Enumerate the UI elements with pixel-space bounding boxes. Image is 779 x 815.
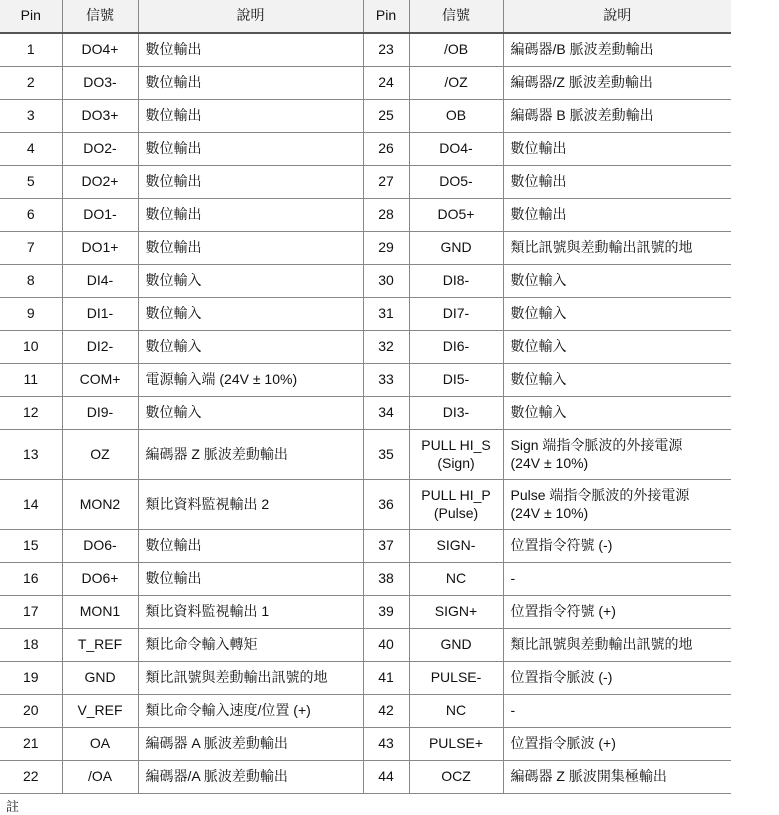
pin-number-left: 12 bbox=[0, 397, 62, 430]
signal-name-left: DO1+ bbox=[62, 232, 138, 265]
signal-name-left: DO2- bbox=[62, 133, 138, 166]
signal-description-line: (24V ± 10%) bbox=[510, 454, 589, 471]
pin-number-left: 7 bbox=[0, 232, 62, 265]
pin-number-left: 13 bbox=[0, 430, 62, 480]
pin-number-right: 25 bbox=[363, 100, 409, 133]
signal-name-right: /OB bbox=[409, 33, 503, 67]
pin-number-right: 37 bbox=[363, 530, 409, 563]
signal-name-right: GND bbox=[409, 232, 503, 265]
pin-number-right: 33 bbox=[363, 364, 409, 397]
signal-description-right: 編碼器/Z 脈波差動輸出 bbox=[503, 67, 731, 100]
signal-description-right: 位置指令脈波 (+) bbox=[503, 728, 731, 761]
signal-description-line: (24V ± 10%) bbox=[510, 504, 589, 521]
signal-name-left: DO4+ bbox=[62, 33, 138, 67]
signal-name-left: COM+ bbox=[62, 364, 138, 397]
pin-number-left: 19 bbox=[0, 662, 62, 695]
signal-name-right: DO5+ bbox=[409, 199, 503, 232]
signal-description-left: 數位輸入 bbox=[138, 298, 363, 331]
signal-description-left: 數位輸出 bbox=[138, 67, 363, 100]
pin-number-right: 38 bbox=[363, 563, 409, 596]
signal-name-right: DI8- bbox=[409, 265, 503, 298]
signal-name-left: DI1- bbox=[62, 298, 138, 331]
pin-number-left: 21 bbox=[0, 728, 62, 761]
signal-name-left: GND bbox=[62, 662, 138, 695]
table-row bbox=[0, 199, 731, 232]
header-description-left: 說明 bbox=[138, 0, 363, 33]
signal-name-left: T_REF bbox=[62, 629, 138, 662]
table-row bbox=[0, 530, 731, 563]
pin-number-left: 20 bbox=[0, 695, 62, 728]
signal-description-left: 類比命令輸入速度/位置 (+) bbox=[138, 695, 363, 728]
signal-name-right bbox=[409, 430, 503, 480]
signal-description-left: 類比訊號與差動輸出訊號的地 bbox=[138, 662, 363, 695]
pin-number-right: 32 bbox=[363, 331, 409, 364]
table-row bbox=[0, 695, 731, 728]
signal-name-right: DI5- bbox=[409, 364, 503, 397]
table-row bbox=[0, 397, 731, 430]
table-header-row bbox=[0, 0, 731, 33]
signal-description-right: 數位輸入 bbox=[503, 331, 731, 364]
pin-number-right: 43 bbox=[363, 728, 409, 761]
signal-description-right: 數位輸入 bbox=[503, 397, 731, 430]
table-row bbox=[0, 166, 731, 199]
pin-number-right: 28 bbox=[363, 199, 409, 232]
table-row bbox=[0, 596, 731, 629]
signal-description-left: 數位輸出 bbox=[138, 530, 363, 563]
signal-name-left: DI4- bbox=[62, 265, 138, 298]
header-pin-left: Pin bbox=[0, 0, 62, 33]
signal-description-left: 數位輸出 bbox=[138, 133, 363, 166]
signal-description-left: 數位輸入 bbox=[138, 397, 363, 430]
signal-name-right: DI6- bbox=[409, 331, 503, 364]
signal-description-left: 類比資料監視輸出 1 bbox=[138, 596, 363, 629]
signal-name-right: SIGN+ bbox=[409, 596, 503, 629]
signal-description-right: 數位輸入 bbox=[503, 265, 731, 298]
pin-number-right: 26 bbox=[363, 133, 409, 166]
table-row bbox=[0, 331, 731, 364]
pin-number-left: 16 bbox=[0, 563, 62, 596]
signal-name-right: NC bbox=[409, 563, 503, 596]
signal-description-left: 數位輸入 bbox=[138, 331, 363, 364]
table-row bbox=[0, 133, 731, 166]
signal-name-line: (Pulse) bbox=[433, 504, 479, 521]
signal-description-right: 位置指令符號 (-) bbox=[503, 530, 731, 563]
signal-name-right: PULSE- bbox=[409, 662, 503, 695]
signal-description-left: 數位輸出 bbox=[138, 166, 363, 199]
signal-name-right: OCZ bbox=[409, 761, 503, 794]
table-row bbox=[0, 364, 731, 397]
pin-number-left: 9 bbox=[0, 298, 62, 331]
footnote-label: 註 bbox=[6, 799, 20, 814]
pin-number-right: 27 bbox=[363, 166, 409, 199]
signal-name-left: OA bbox=[62, 728, 138, 761]
signal-name-line: PULL HI_S bbox=[421, 437, 491, 453]
pin-number-right: 24 bbox=[363, 67, 409, 100]
signal-description-left: 數位輸出 bbox=[138, 100, 363, 133]
signal-description-left: 編碼器 A 脈波差動輸出 bbox=[138, 728, 363, 761]
signal-description-line: Sign 端指令脈波的外接電源 bbox=[510, 437, 683, 453]
signal-name-right: PULSE+ bbox=[409, 728, 503, 761]
signal-name-right: SIGN- bbox=[409, 530, 503, 563]
header-description-right: 說明 bbox=[503, 0, 731, 33]
table-row bbox=[0, 100, 731, 133]
pin-number-right: 41 bbox=[363, 662, 409, 695]
table-row bbox=[0, 33, 731, 67]
signal-description-right: 編碼器 Z 脈波開集極輸出 bbox=[503, 761, 731, 794]
signal-name-left: DO6+ bbox=[62, 563, 138, 596]
signal-description-right: 數位輸出 bbox=[503, 199, 731, 232]
pin-number-left: 2 bbox=[0, 67, 62, 100]
pin-number-left: 5 bbox=[0, 166, 62, 199]
signal-description-left: 數位輸出 bbox=[138, 232, 363, 265]
signal-name-left: DO1- bbox=[62, 199, 138, 232]
table-row bbox=[0, 232, 731, 265]
signal-description-right: 編碼器/B 脈波差動輸出 bbox=[503, 33, 731, 67]
signal-description-left: 電源輸入端 (24V ± 10%) bbox=[138, 364, 363, 397]
pin-number-left: 6 bbox=[0, 199, 62, 232]
table-row bbox=[0, 629, 731, 662]
signal-description-right: 數位輸入 bbox=[503, 298, 731, 331]
pin-number-left: 14 bbox=[0, 480, 62, 530]
pin-number-right: 44 bbox=[363, 761, 409, 794]
pin-number-right: 42 bbox=[363, 695, 409, 728]
signal-name-right: /OZ bbox=[409, 67, 503, 100]
pin-number-left: 8 bbox=[0, 265, 62, 298]
signal-name-right: DI7- bbox=[409, 298, 503, 331]
table-row bbox=[0, 563, 731, 596]
signal-description-right: 編碼器 B 脈波差動輸出 bbox=[503, 100, 731, 133]
signal-description-left: 數位輸出 bbox=[138, 563, 363, 596]
table-row bbox=[0, 480, 731, 530]
signal-description-right: 數位輸入 bbox=[503, 364, 731, 397]
signal-name-right: OB bbox=[409, 100, 503, 133]
pin-number-right: 30 bbox=[363, 265, 409, 298]
signal-description-right: 類比訊號與差動輸出訊號的地 bbox=[503, 629, 731, 662]
signal-description-left: 類比資料監視輸出 2 bbox=[138, 480, 363, 530]
pin-number-left: 1 bbox=[0, 33, 62, 67]
signal-name-right: DO5- bbox=[409, 166, 503, 199]
pin-number-left: 10 bbox=[0, 331, 62, 364]
table-row bbox=[0, 298, 731, 331]
pin-number-right: 40 bbox=[363, 629, 409, 662]
signal-description-line: Pulse 端指令脈波的外接電源 bbox=[510, 487, 690, 503]
signal-name-left: MON1 bbox=[62, 596, 138, 629]
pin-number-right: 23 bbox=[363, 33, 409, 67]
header-signal-right: 信號 bbox=[409, 0, 503, 33]
signal-name-left: MON2 bbox=[62, 480, 138, 530]
pin-number-right: 35 bbox=[363, 430, 409, 480]
header-pin-right: Pin bbox=[363, 0, 409, 33]
signal-name-left: V_REF bbox=[62, 695, 138, 728]
table-row bbox=[0, 662, 731, 695]
signal-description-right: - bbox=[503, 563, 731, 596]
signal-name-right: DI3- bbox=[409, 397, 503, 430]
signal-name-left: DI9- bbox=[62, 397, 138, 430]
signal-description-right: 數位輸出 bbox=[503, 133, 731, 166]
signal-description-left: 編碼器/A 脈波差動輸出 bbox=[138, 761, 363, 794]
pin-number-left: 11 bbox=[0, 364, 62, 397]
pin-number-left: 17 bbox=[0, 596, 62, 629]
pin-number-left: 22 bbox=[0, 761, 62, 794]
signal-description-left: 類比命令輸入轉矩 bbox=[138, 629, 363, 662]
signal-name-right bbox=[409, 480, 503, 530]
pin-number-right: 34 bbox=[363, 397, 409, 430]
table-row bbox=[0, 430, 731, 480]
signal-name-left: DO3- bbox=[62, 67, 138, 100]
pin-number-right: 39 bbox=[363, 596, 409, 629]
signal-name-line: PULL HI_P bbox=[421, 487, 491, 503]
signal-name-left: DO6- bbox=[62, 530, 138, 563]
signal-name-right: DO4- bbox=[409, 133, 503, 166]
pin-number-right: 31 bbox=[363, 298, 409, 331]
table-row bbox=[0, 67, 731, 100]
table-row bbox=[0, 761, 731, 794]
signal-name-left: DO2+ bbox=[62, 166, 138, 199]
signal-name-right: NC bbox=[409, 695, 503, 728]
signal-description-right: 數位輸出 bbox=[503, 166, 731, 199]
signal-description-right: - bbox=[503, 695, 731, 728]
signal-description-left: 數位輸出 bbox=[138, 199, 363, 232]
table-row bbox=[0, 728, 731, 761]
signal-description-left: 編碼器 Z 脈波差動輸出 bbox=[138, 430, 363, 480]
header-signal-left: 信號 bbox=[62, 0, 138, 33]
pin-number-right: 36 bbox=[363, 480, 409, 530]
signal-description-right: 類比訊號與差動輸出訊號的地 bbox=[503, 232, 731, 265]
signal-description-left: 數位輸入 bbox=[138, 265, 363, 298]
signal-name-left: /OA bbox=[62, 761, 138, 794]
pin-number-left: 4 bbox=[0, 133, 62, 166]
signal-name-left: OZ bbox=[62, 430, 138, 480]
signal-name-left: DI2- bbox=[62, 331, 138, 364]
signal-description-right bbox=[503, 430, 731, 480]
pin-number-right: 29 bbox=[363, 232, 409, 265]
signal-name-line: (Sign) bbox=[437, 454, 475, 471]
signal-description-right bbox=[503, 480, 731, 530]
signal-name-right: GND bbox=[409, 629, 503, 662]
pin-number-left: 3 bbox=[0, 100, 62, 133]
signal-description-left: 數位輸出 bbox=[138, 33, 363, 67]
table-row bbox=[0, 265, 731, 298]
pin-number-left: 15 bbox=[0, 530, 62, 563]
signal-name-left: DO3+ bbox=[62, 100, 138, 133]
signal-description-right: 位置指令符號 (+) bbox=[503, 596, 731, 629]
signal-description-right: 位置指令脈波 (-) bbox=[503, 662, 731, 695]
pin-number-left: 18 bbox=[0, 629, 62, 662]
